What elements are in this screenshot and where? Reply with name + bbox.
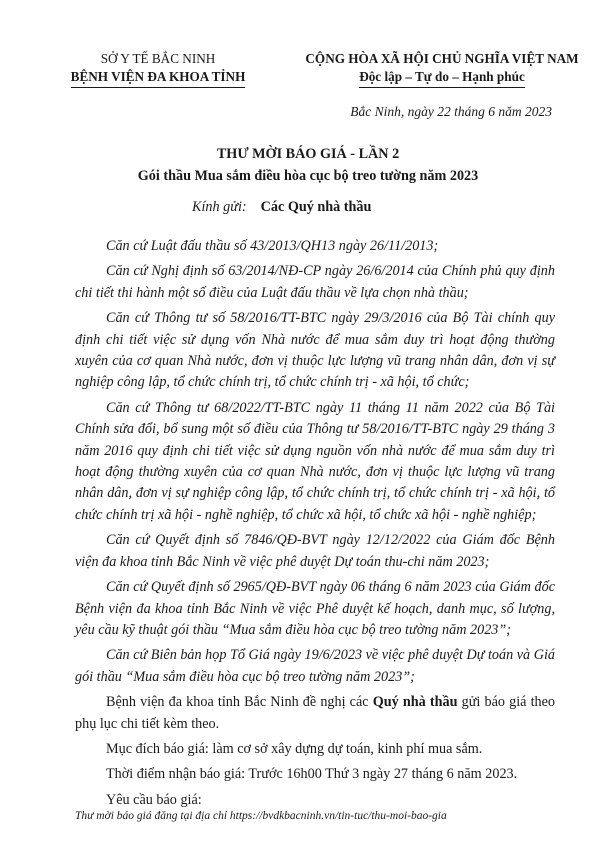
issuer-block bbox=[58, 50, 258, 88]
request-paragraph bbox=[75, 692, 555, 735]
place-date: Bắc Ninh, ngày 22 tháng 6 năm 2023 bbox=[350, 104, 552, 119]
country-name: CỘNG HÒA XÃ HỘI CHỦ NGHĨA VIỆT NAM bbox=[305, 51, 579, 66]
purpose-paragraph: Mục đích báo giá: làm cơ sở xây dựng dự toán, kinh phí mua sắm. bbox=[106, 740, 483, 757]
legal-basis-paragraph: Căn cứ Biên bản họp Tổ Giá ngày 19/6/2023 về việc phê duyệt Dự toán và Giá gói thầu “Mua sắm điều hòa cục bộ treo tường năm 2023”; bbox=[75, 647, 555, 685]
national-motto-block bbox=[278, 50, 606, 88]
request-text-after: gửi báo giá theo phụ lục chi tiết kèm theo. bbox=[75, 694, 555, 732]
page-footer: Thư mời báo giá đăng tại địa chỉ https://bvdkbacninh.vn/tin-tuc/thu-moi-bao-gia bbox=[75, 810, 447, 822]
document-body bbox=[75, 236, 555, 815]
request-text-before: Bệnh viện đa khoa tỉnh Bắc Ninh đề nghị các bbox=[106, 694, 373, 711]
department-name: SỞ Y TẾ BẮC NINH bbox=[100, 51, 216, 66]
legal-basis-paragraph: Căn cứ Thông tư số 58/2016/TT-BTC ngày 29/3/2016 của Bộ Tài chính quy định chi tiết việc sử dụng vốn Nhà nước để mua sắm duy trì hoạt động thường xuyên của cơ quan Nhà nước, đơn vị thuộc lực lượng vũ trang nhân dân, đơn vị sự nghiệp công lập, tổ chức chính trị, tổ chức chính trị - xã hội, tổ chức; bbox=[75, 310, 555, 391]
legal-basis-paragraph: Căn cứ Nghị định số 63/2014/NĐ-CP ngày 26/6/2014 của Chính phủ quy định chi tiết thi hành một số điều của Luật đấu thầu về lựa chọn nhà thầu; bbox=[75, 263, 555, 301]
legal-basis-paragraph: Căn cứ Quyết định số 7846/QĐ-BVT ngày 12/12/2022 của Giám đốc Bệnh viện đa khoa tỉnh Bắc Ninh về việc phê duyệt Dự toán thu-chi năm 2023; bbox=[75, 532, 555, 570]
legal-basis-paragraph: Căn cứ Quyết định số 2965/QĐ-BVT ngày 06 tháng 6 năm 2023 của Giám đốc Bệnh viện đa khoa tỉnh Bắc Ninh về việc Phê duyệt kế hoạch, danh mục, số lượng, yêu cầu kỹ thuật gói thầu “Mua sắm điều hòa cục bộ treo tường năm 2023”; bbox=[75, 579, 555, 638]
greeting-label: Kính gửi: bbox=[192, 199, 247, 215]
deadline-paragraph: Thời điểm nhận báo giá: Trước 16h00 Thứ 3 ngày 27 tháng 6 năm 2023. bbox=[106, 766, 518, 783]
legal-basis-paragraph: Căn cứ Luật đấu thầu số 43/2013/QH13 ngày 26/11/2013; bbox=[106, 238, 439, 254]
greeting-recipient: Các Quý nhà thầu bbox=[260, 199, 372, 215]
document-title: THƯ MỜI BÁO GIÁ - LẦN 2 bbox=[216, 146, 400, 162]
document-subtitle: Gói thầu Mua sắm điều hòa cục bộ treo tường năm 2023 bbox=[137, 168, 479, 184]
request-recipient: Quý nhà thầu bbox=[372, 694, 458, 711]
requirements-paragraph: Yêu cầu báo giá: bbox=[106, 791, 202, 808]
legal-basis-paragraph: Căn cứ Thông tư 68/2022/TT-BTC ngày 11 tháng 11 năm 2022 của Bộ Tài Chính sửa đổi, bổ sung một số điều của Thông tư 58/2016/TT-BTC ngày 29 tháng 3 năm 2016 quy định chi tiết việc sử dụng nguồn vốn nhà nước để mua sắm duy trì hoạt động thường xuyên của cơ quan Nhà nước, đơn vị thuộc lực lượng vũ trang nhân dân, đơn vị sự nghiệp công lập, tổ chức chính trị, tổ chức chính trị - xã hội, tổ chức chính trị xã hội - nghề nghiệp, tổ chức xã hội, tổ chức xã hội - nghề nghiệp; bbox=[75, 399, 555, 523]
greeting bbox=[192, 199, 371, 216]
motto: Độc lập – Tự do – Hạnh phúc bbox=[359, 68, 525, 88]
hospital-name: BỆNH VIỆN ĐA KHOA TỈNH bbox=[71, 68, 246, 88]
